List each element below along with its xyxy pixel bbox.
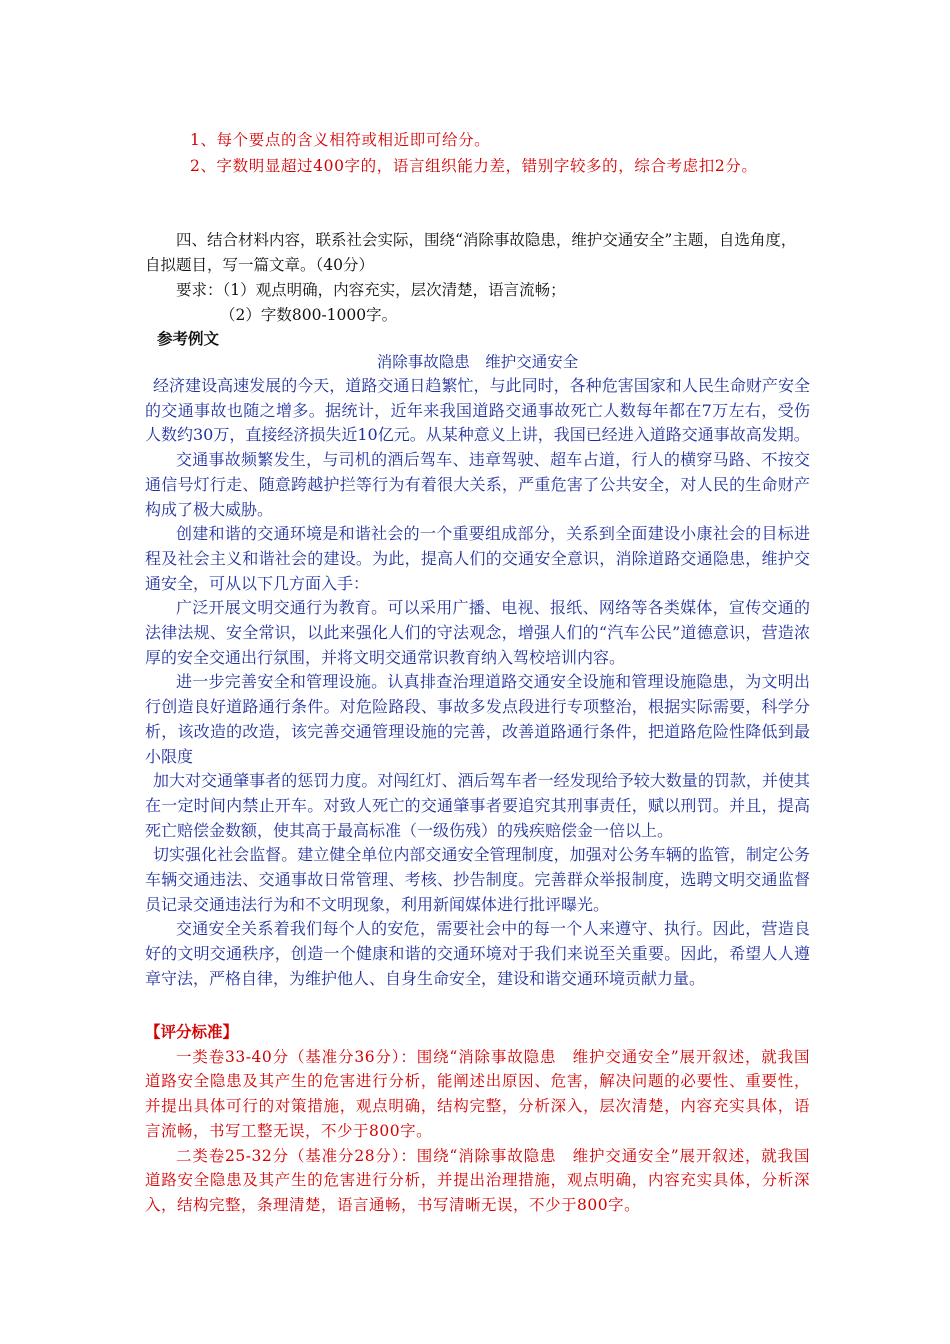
- essay-paragraph: 切实强化社会监督。建立健全单位内部交通安全管理制度，加强对公务车辆的监管，制定公务车辆交通违法、交通事故日常管理、考核、抄告制度。完善群众举报制度，选聘文明交通监督员记录交通违法行为和不文明现象，利用新闻媒体进行批评曝光。: [145, 845, 810, 914]
- reference-essay-label: 参考例文: [157, 329, 220, 348]
- essay-paragraph: 加大对交通肇事者的惩罚力度。对闯红灯、酒后驾车者一经发现给予较大数量的罚款，并使其在一定时间内禁止开车。对致人死亡的交通肇事者要追究其刑事责任，赋以刑罚。并且，提高死亡赔偿金数额，使其高于最高标准（一级伤残）的残疾赔偿金一倍以上。: [145, 771, 810, 840]
- scoring-criteria: [145, 1020, 810, 1218]
- essay-paragraph: 经济建设高速发展的今天，道路交通日趋繁忙，与此同时，各种危害国家和人民生命财产安全的交通事故也随之增多。据统计，近年来我国道路交通事故死亡人数每年都在7万左右，受伤人数约30万，直接经济损失近10亿元。从某种意义上讲，我国已经进入道路交通事故高发期。: [145, 376, 810, 445]
- essay-paragraph: 创建和谐的交通环境是和谐社会的一个重要组成部分，关系到全面建设小康社会的目标进程及社会主义和谐社会的建设。为此，提高人们的交通安全意识，消除道路交通隐患，维护交通安全，可从以下几方面入手：: [145, 524, 810, 593]
- question-requirement-2: （2）字数800-1000字。: [220, 306, 398, 324]
- essay-paragraph: 交通安全关系着我们每个人的安危，需要社会中的每一个人来遵守、执行。因此，营造良好的文明交通秩序，创造一个健康和谐的交通环境对于我们来说至关重要。因此，希望人人遵章守法，严格自律，为维护他人、自身生命安全，建设和谐交通环境贡献力量。: [145, 919, 810, 988]
- essay-body: [145, 374, 810, 992]
- scoring-note-2: 2、字数明显超过400字的，语言组织能力差，错别字较多的，综合考虑扣2分。: [190, 157, 758, 175]
- essay-paragraph: 进一步完善安全和管理设施。认真排查治理道路交通安全设施和管理设施隐患，为文明出行创造良好道路通行条件。对危险路段、事故多发点段进行专项整治，根据实际需要，科学分析，该改造的改造，该完善交通管理设施的完善，改善道路通行条件，把道路危险性降低到最小限度: [145, 672, 810, 766]
- scoring-heading: 【评分标准】: [145, 1022, 239, 1041]
- essay-paragraph: 广泛开展文明交通行为教育。可以采用广播、电视、报纸、网络等各类媒体，宣传交通的法律法规、安全常识，以此来强化人们的守法观念，增强人们的“汽车公民”道德意识，营造浓厚的安全交通出行氛围，并将文明交通常识教育纳入驾校培训内容。: [145, 598, 810, 667]
- essay-title: 消除事故隐患 维护交通安全: [376, 353, 579, 371]
- question-block: [145, 228, 810, 328]
- scoring-class-2: 二类卷25-32分（基准分28分）：围绕“消除事故隐患 维护交通安全”展开叙述，就我国道路安全隐患及其产生的危害进行分析，并提出治理措施，观点明确，内容充实具体，分析深入，结构完整，条理清楚，语言通畅，书写清晰无误，不少于800字。: [145, 1146, 810, 1214]
- question-requirement-1: 要求：（1）观点明确，内容充实，层次清楚，语言流畅；: [176, 281, 566, 299]
- essay-paragraph: 交通事故频繁发生，与司机的酒后驾车、违章驾驶、超车占道，行人的横穿马路、不按交通信号灯行走、随意跨越护拦等行为有着很大关系，严重危害了公共安全，对人民的生命财产构成了极大威胁。: [145, 450, 810, 519]
- scoring-note-1: 1、每个要点的含义相符或相近即可给分。: [190, 131, 491, 149]
- question-prompt: 四、结合材料内容，联系社会实际，围绕“消除事故隐患，维护交通安全”主题，自选角度，自拟题目，写一篇文章。（40分）: [145, 231, 797, 274]
- scoring-class-1: 一类卷33-40分（基准分36分）：围绕“消除事故隐患 维护交通安全”展开叙述，就我国道路安全隐患及其产生的危害进行分析，能阐述出原因、危害，解决问题的必要性、重要性，并提出具体可行的对策措施，观点明确，结构完整，分析深入，层次清楚，内容充实具体，语言流畅，书写工整无误，不少于800字。: [145, 1047, 810, 1140]
